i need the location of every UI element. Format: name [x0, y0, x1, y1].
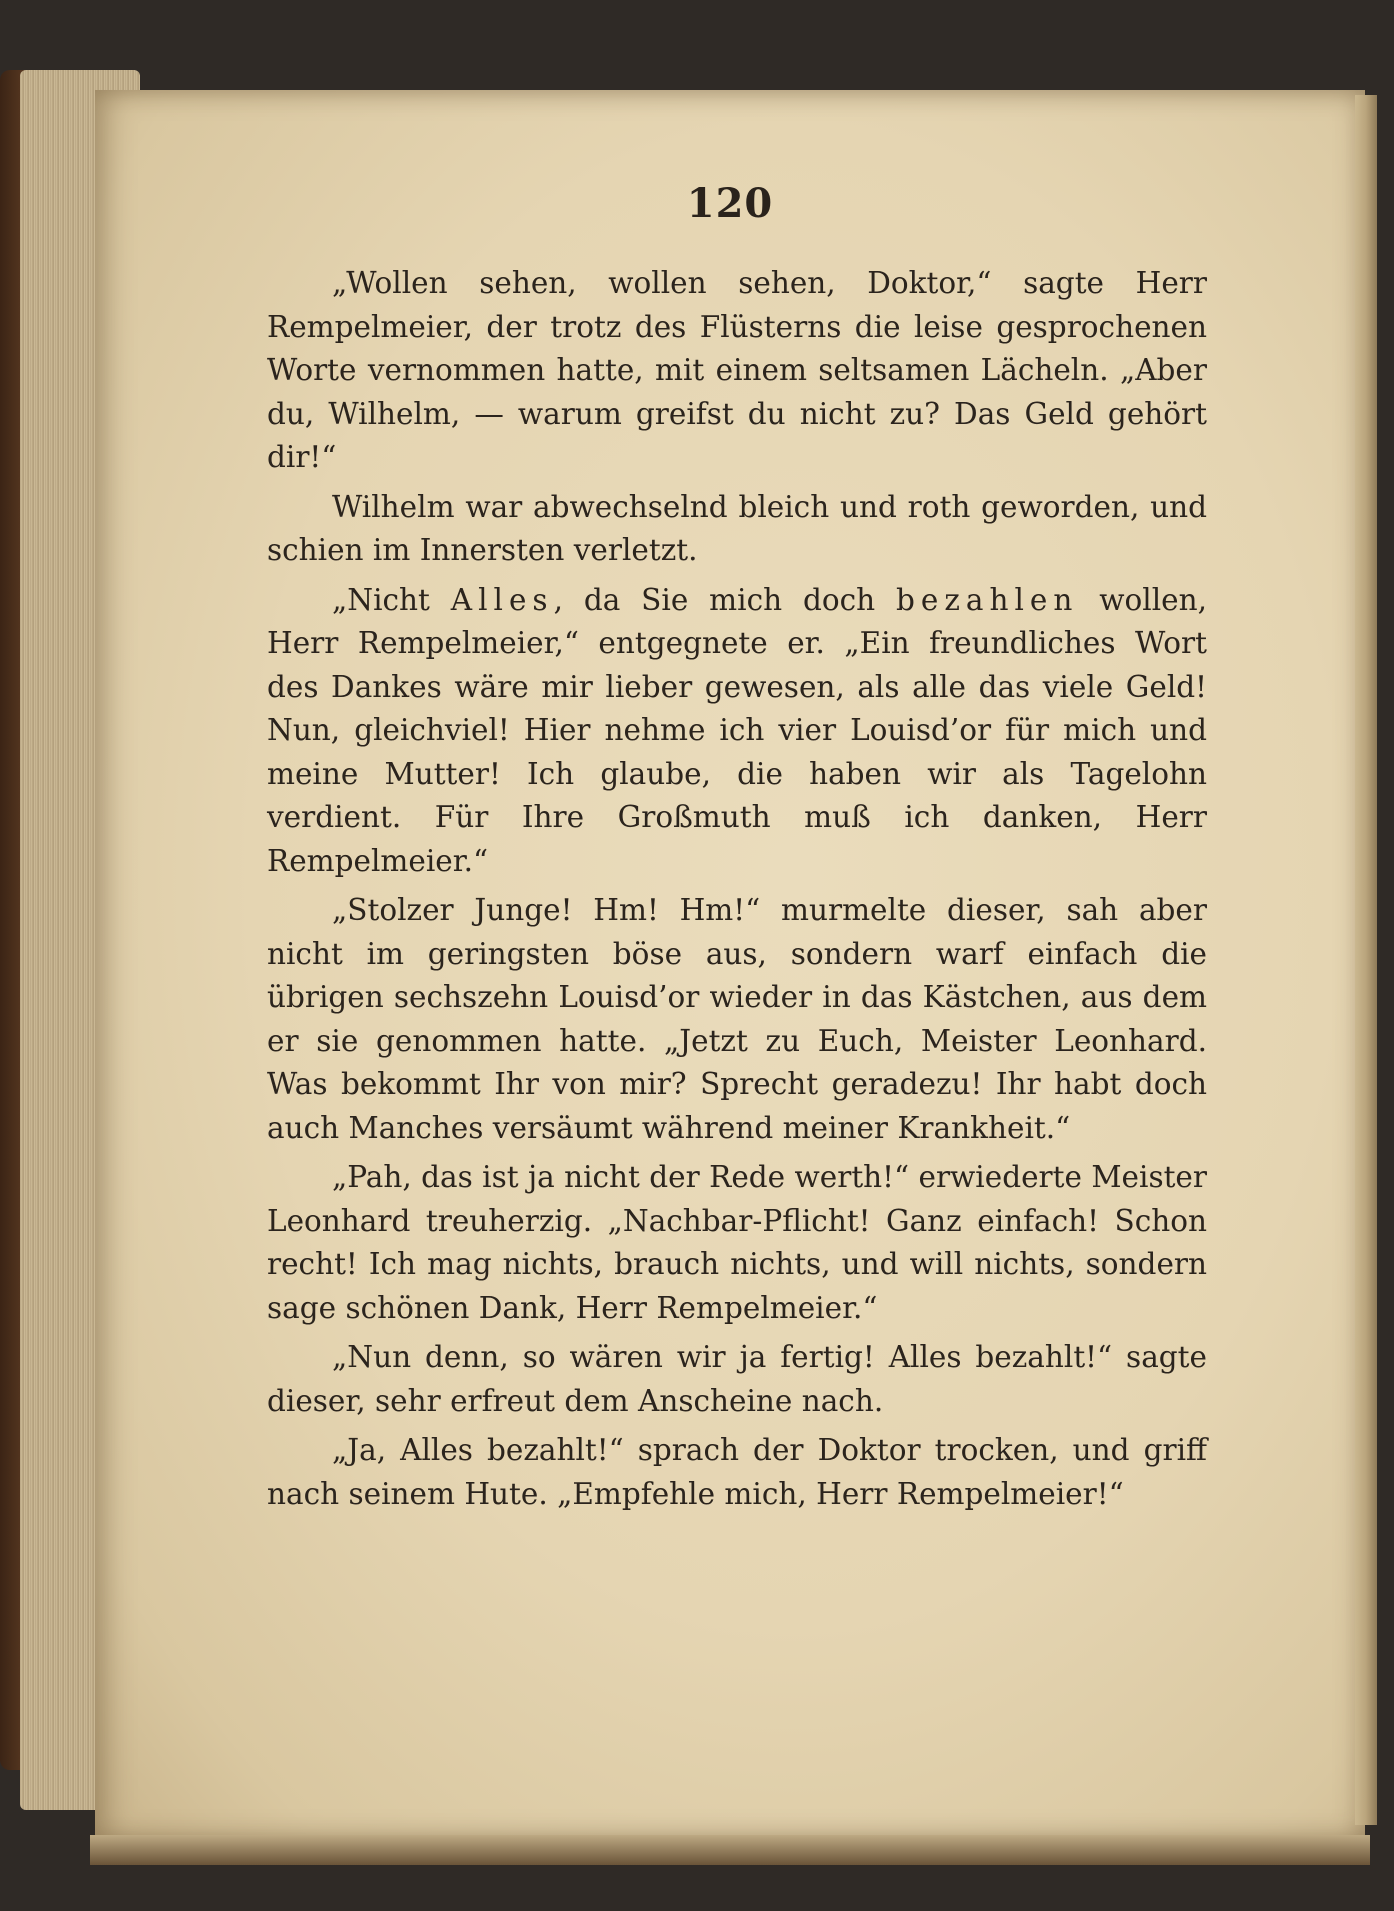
paragraph-text: „Ja, Alles bezahlt!“ sprach der Doktor trocken, und griff nach seinem Hute. „Empfehle mich, Herr Rempelmeier!“: [267, 1433, 1207, 1511]
paragraph-text: „Wollen sehen, wollen sehen, Doktor,“ sagte Herr Rempelmeier, der trotz des Flüsterns die leise gesprochenen Worte vernommen hatte, mit einem seltsamen Lächeln. „Aber du, Wilhelm, — warum greifst du nicht zu? Das Geld gehört dir!“: [267, 266, 1207, 474]
paragraph-text: „Pah, das ist ja nicht der Rede werth!“ erwiederte Meister Leonhard treuherzig. „Nachbar-Pflicht! Ganz einfach! Schon recht! Ich mag nichts, brauch nichts, und will nichts, sondern sage schönen Dank, Herr Rempelmeier.“: [267, 1160, 1207, 1325]
paragraph-text: „Nicht: [332, 582, 451, 617]
emphasized-text: bezahlen: [896, 582, 1079, 617]
page-number: 120: [686, 180, 774, 227]
emphasized-text: Alles: [450, 582, 554, 617]
page-bottom-edge: [90, 1835, 1370, 1865]
paragraph: [267, 1156, 1207, 1330]
paragraph: [267, 1429, 1207, 1516]
paragraph-text: Wilhelm war abwechselnd bleich und roth geworden, und schien im Innersten verletzt.: [267, 489, 1207, 567]
page-gutter-edge: [1355, 95, 1377, 1825]
paragraph-text: , da Sie mich doch: [553, 582, 897, 617]
paragraph-text: wollen, Herr Rempelmeier,“ entgegnete er. „Ein freundliches Wort des Dankes wäre mir lieber gewesen, als alle das viele Geld! Nun, gleichviel! Hier nehme ich vier Louisd’or für mich und meine Mutter! Ich glaube, die haben wir als Tagelohn verdient. Für Ihre Großmuth muß ich danken, Herr Rempelmeier.“: [267, 582, 1208, 878]
paragraph-text: „Stolzer Junge! Hm! Hm!“ murmelte dieser, sah aber nicht im geringsten böse aus, sondern warf einfach die übrigen sechszehn Louisd’or wieder in das Kästchen, aus dem er sie genommen hatte. „Jetzt zu Euch, Meister Leonhard. Was bekommt Ihr von mir? Sprecht geradezu! Ihr habt doch auch Manches versäumt während meiner Krankheit.“: [267, 893, 1207, 1145]
paragraph: [267, 1336, 1207, 1423]
paragraph: [267, 889, 1207, 1150]
paragraph: [267, 486, 1207, 573]
paragraph: [267, 262, 1207, 480]
paragraph: [267, 579, 1207, 884]
paragraph-text: „Nun denn, so wären wir ja fertig! Alles bezahlt!“ sagte dieser, sehr erfreut dem Anscheine nach.: [267, 1340, 1207, 1418]
body-text: [267, 262, 1207, 1522]
